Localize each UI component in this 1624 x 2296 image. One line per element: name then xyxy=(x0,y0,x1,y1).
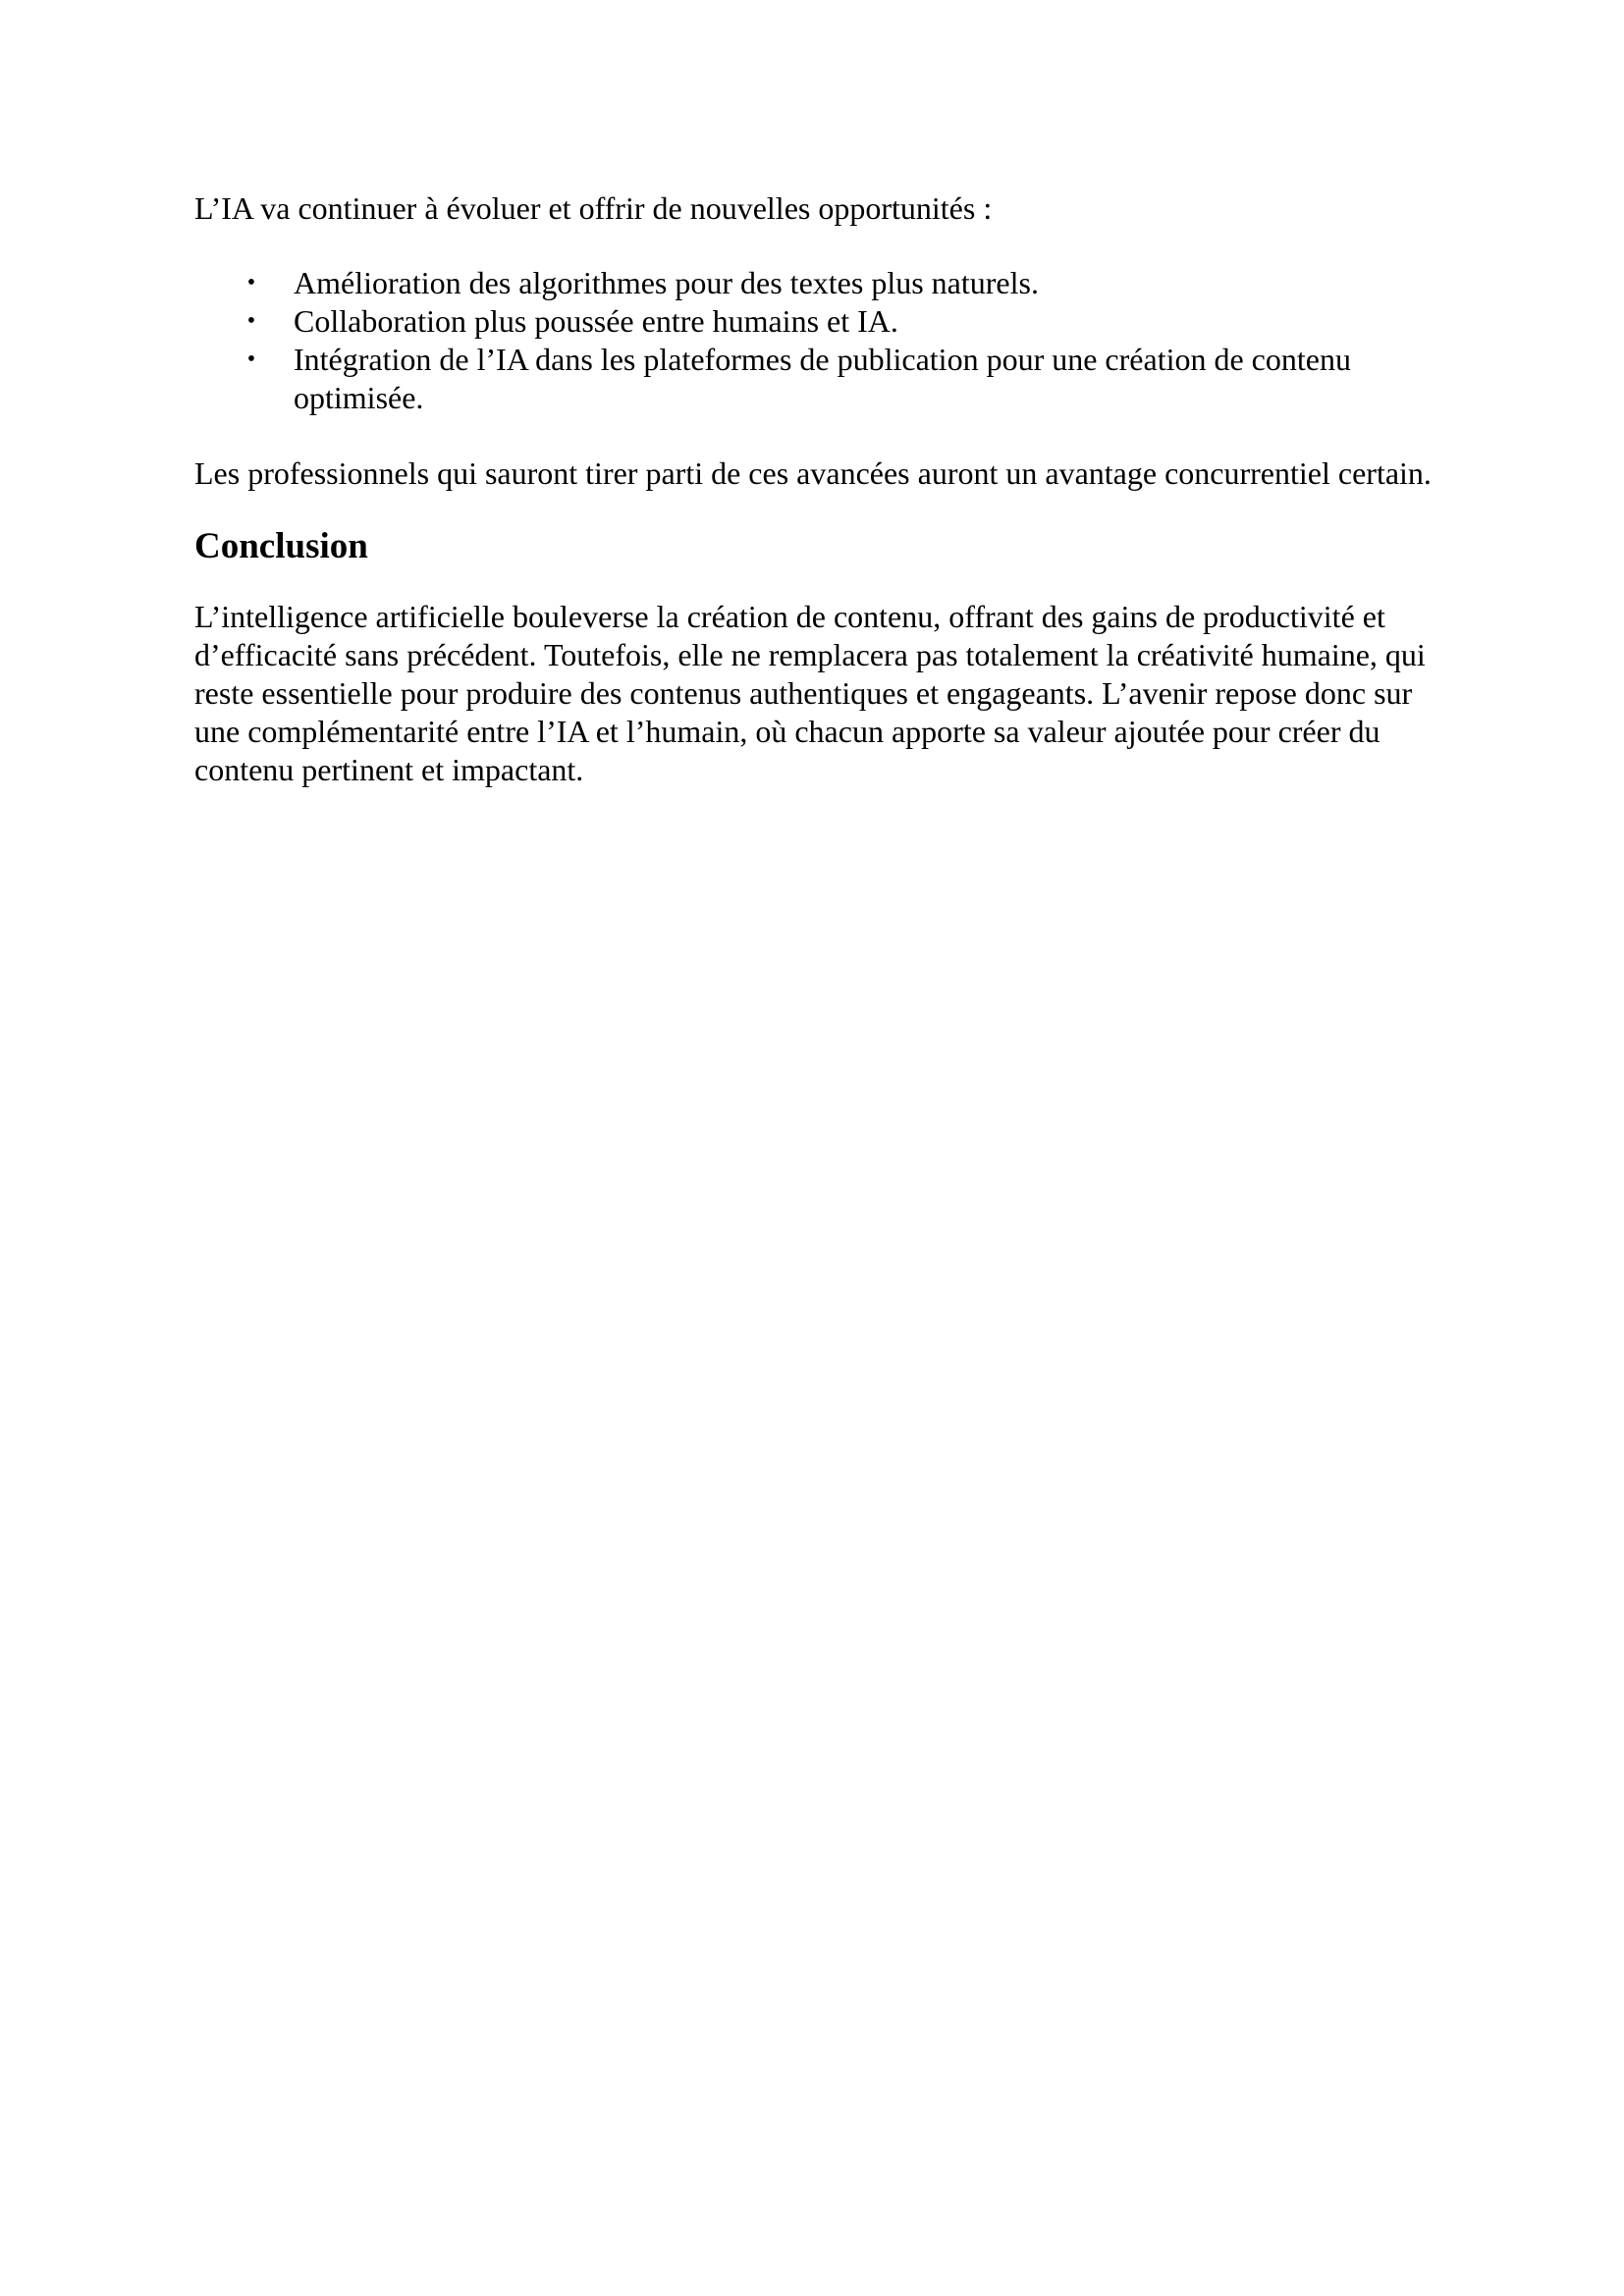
bullet-icon: • xyxy=(246,270,256,295)
intro-paragraph: L’IA va continuer à évoluer et offrir de nouvelles opportunités : xyxy=(194,190,993,226)
list-item-text: Intégration de l’IA dans les plateformes de publication pour une création de contenu optimisée. xyxy=(294,342,1351,415)
bullet-icon: • xyxy=(246,308,256,334)
list-item xyxy=(194,302,1434,341)
list-item xyxy=(194,264,1434,302)
document-body xyxy=(194,189,1434,789)
conclusion-paragraph: L’intelligence artificielle bouleverse la création de contenu, offrant des gains de productivité et d’efficacité sans précédent. Toutefois, elle ne remplacera pas totalement la créativité humaine, qui reste essentielle pour produire des contenus authentiques et engageants. L’avenir repose donc sur une complémentarité entre l’IA et l’humain, où chacun apporte sa valeur ajoutée pour créer du contenu pertinent et impactant. xyxy=(194,599,1426,787)
list-item-text: Amélioration des algorithmes pour des textes plus naturels. xyxy=(294,265,1039,300)
closing-paragraph: Les professionnels qui sauront tirer parti de ces avancées auront un avantage concurrentiel certain. xyxy=(194,455,1432,491)
conclusion-heading: Conclusion xyxy=(194,526,368,566)
opportunities-list xyxy=(194,264,1434,417)
bullet-icon: • xyxy=(246,347,256,372)
list-item-text: Collaboration plus poussée entre humains et IA. xyxy=(294,303,898,339)
list-item xyxy=(194,341,1434,417)
